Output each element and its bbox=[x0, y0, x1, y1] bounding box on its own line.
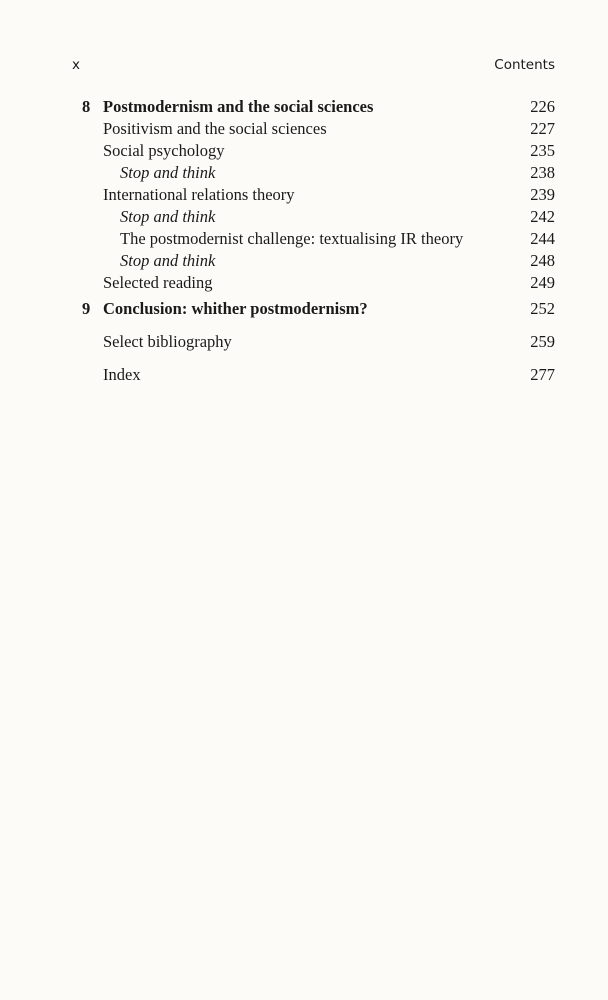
page-ref: 244 bbox=[530, 229, 555, 248]
chapter-number: 9 bbox=[82, 299, 91, 318]
toc-subsection bbox=[0, 250, 608, 272]
toc-section bbox=[0, 140, 608, 162]
toc-chapter-8 bbox=[0, 96, 608, 118]
back-matter-title: Select bibliography bbox=[103, 332, 232, 351]
back-matter-title: Index bbox=[103, 365, 141, 384]
page-ref: 238 bbox=[530, 163, 555, 182]
subsection-title: The postmodernist challenge: textualising IR theory bbox=[120, 229, 464, 248]
chapter-title: Postmodernism and the social sciences bbox=[103, 97, 374, 116]
page-ref: 226 bbox=[530, 97, 555, 116]
page-ref: 259 bbox=[530, 332, 555, 351]
subsection-title: Stop and think bbox=[120, 163, 216, 182]
toc-subsection bbox=[0, 162, 608, 184]
toc-chapter-9 bbox=[0, 298, 608, 320]
table-of-contents bbox=[0, 96, 608, 386]
subsection-title: Stop and think bbox=[120, 251, 216, 270]
section-title: Contents bbox=[494, 57, 555, 73]
page-ref: 252 bbox=[530, 299, 555, 318]
toc-bibliography bbox=[0, 331, 608, 353]
section-title: International relations theory bbox=[103, 185, 295, 204]
toc-index bbox=[0, 364, 608, 386]
running-head bbox=[0, 57, 608, 77]
page-ref: 242 bbox=[530, 207, 555, 226]
page-ref: 249 bbox=[530, 273, 555, 292]
section-title: Positivism and the social sciences bbox=[103, 119, 327, 138]
toc-subsection bbox=[0, 206, 608, 228]
page-ref: 277 bbox=[530, 365, 555, 384]
page-ref: 239 bbox=[530, 185, 555, 204]
page-number: x bbox=[72, 57, 80, 73]
chapter-number: 8 bbox=[82, 97, 91, 116]
page-ref: 235 bbox=[530, 141, 555, 160]
toc-subsection bbox=[0, 228, 608, 250]
toc-section bbox=[0, 118, 608, 140]
section-title: Selected reading bbox=[103, 273, 213, 292]
page-ref: 248 bbox=[530, 251, 555, 270]
toc-section bbox=[0, 184, 608, 206]
chapter-title: Conclusion: whither postmodernism? bbox=[103, 299, 368, 318]
page-ref: 227 bbox=[530, 119, 555, 138]
section-title: Social psychology bbox=[103, 141, 225, 160]
subsection-title: Stop and think bbox=[120, 207, 216, 226]
toc-section bbox=[0, 272, 608, 294]
